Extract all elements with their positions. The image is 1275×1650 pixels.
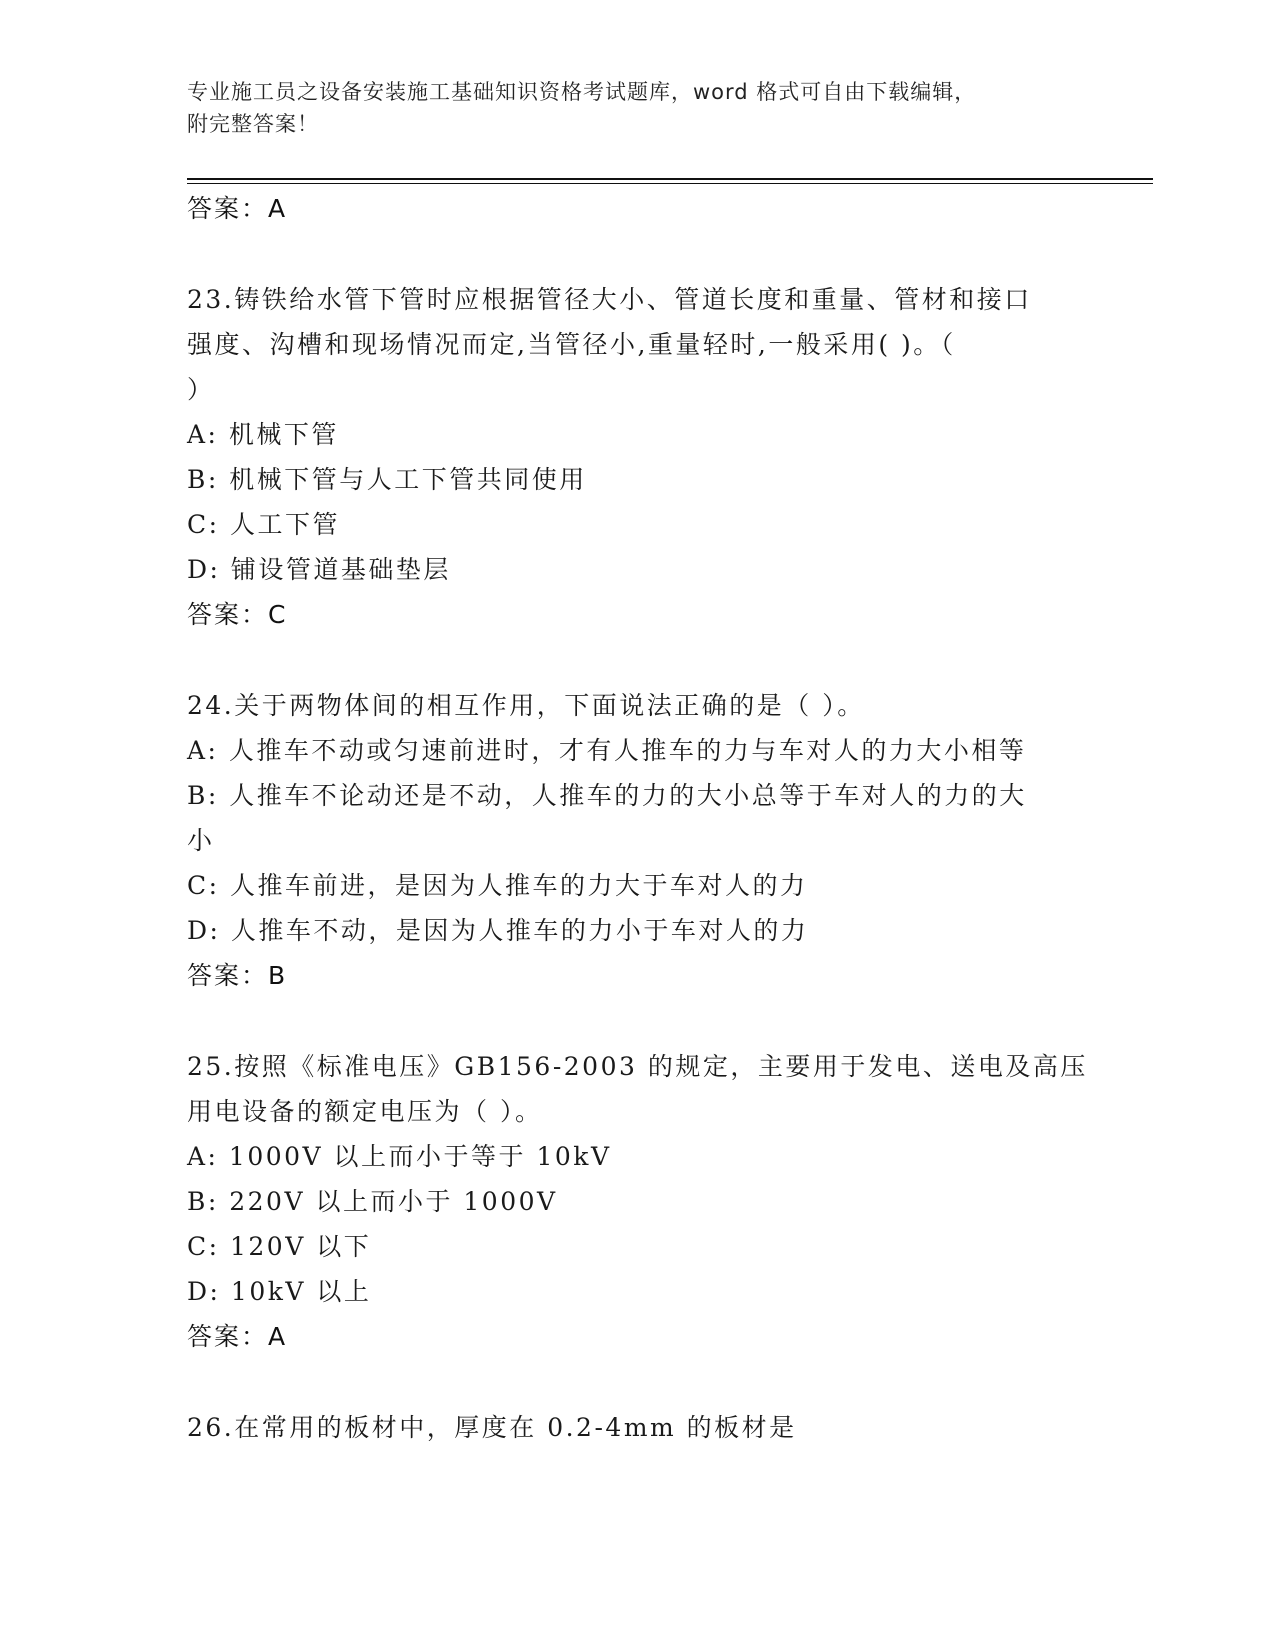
spacer	[187, 637, 1087, 683]
option-a: A: 人推车不动或匀速前进时，才有人推车的力与车对人的力大小相等	[187, 736, 1027, 765]
option-c: C: 人工下管	[187, 510, 340, 539]
header-rule-thin	[187, 183, 1153, 184]
option-a: A: 机械下管	[187, 420, 339, 449]
question-26	[187, 1405, 1087, 1450]
answer: 答案：C	[187, 600, 288, 629]
option-b: B: 220V 以上而小于 1000V	[187, 1187, 558, 1216]
option-d: D: 人推车不动，是因为人推车的力小于车对人的力	[187, 916, 809, 945]
option-d: D: 铺设管道基础垫层	[187, 555, 451, 584]
option-b: B: 机械下管与人工下管共同使用	[187, 465, 587, 494]
question-23	[187, 277, 1087, 637]
answer: 答案：A	[187, 1322, 288, 1351]
spacer	[187, 998, 1087, 1044]
previous-answer: 答案：A	[187, 194, 288, 223]
question-25	[187, 1044, 1087, 1359]
question-text: 25.按照《标准电压》GB156-2003 的规定，主要用于发电、送电及高压	[187, 1052, 1088, 1081]
question-text: 26.在常用的板材中，厚度在 0.2-4mm 的板材是	[187, 1413, 797, 1442]
answer: 答案：B	[187, 961, 288, 990]
question-text: 24.关于两物体间的相互作用，下面说法正确的是（ ）。	[187, 691, 865, 720]
spacer	[187, 231, 1087, 277]
page-header	[187, 76, 1087, 140]
option-d: D: 10kV 以上	[187, 1277, 372, 1306]
header-rule-thick	[187, 178, 1153, 180]
header-line-1: 专业施工员之设备安装施工基础知识资格考试题库，word 格式可自由下载编辑，	[187, 80, 977, 104]
option-b: B: 人推车不论动还是不动，人推车的力的大小总等于车对人的力的大	[187, 781, 1027, 810]
question-text: 23.铸铁给水管下管时应根据管径大小、管道长度和重量、管材和接口	[187, 285, 1032, 314]
option-c: C: 人推车前进，是因为人推车的力大于车对人的力	[187, 871, 808, 900]
header-line-2: 附完整答案！	[187, 112, 319, 136]
option-c: C: 120V 以下	[187, 1232, 372, 1261]
question-text: 用电设备的额定电压为（ ）。	[187, 1097, 543, 1126]
question-text: 强度、沟槽和现场情况而定,当管径小,重量轻时,一般采用( )。（	[187, 330, 956, 359]
option-b-continued: 小	[187, 826, 215, 855]
question-text: ）	[187, 375, 215, 404]
spacer	[187, 1359, 1087, 1405]
option-a: A: 1000V 以上而小于等于 10kV	[187, 1142, 612, 1171]
question-24	[187, 683, 1087, 998]
question-list	[187, 186, 1087, 1450]
